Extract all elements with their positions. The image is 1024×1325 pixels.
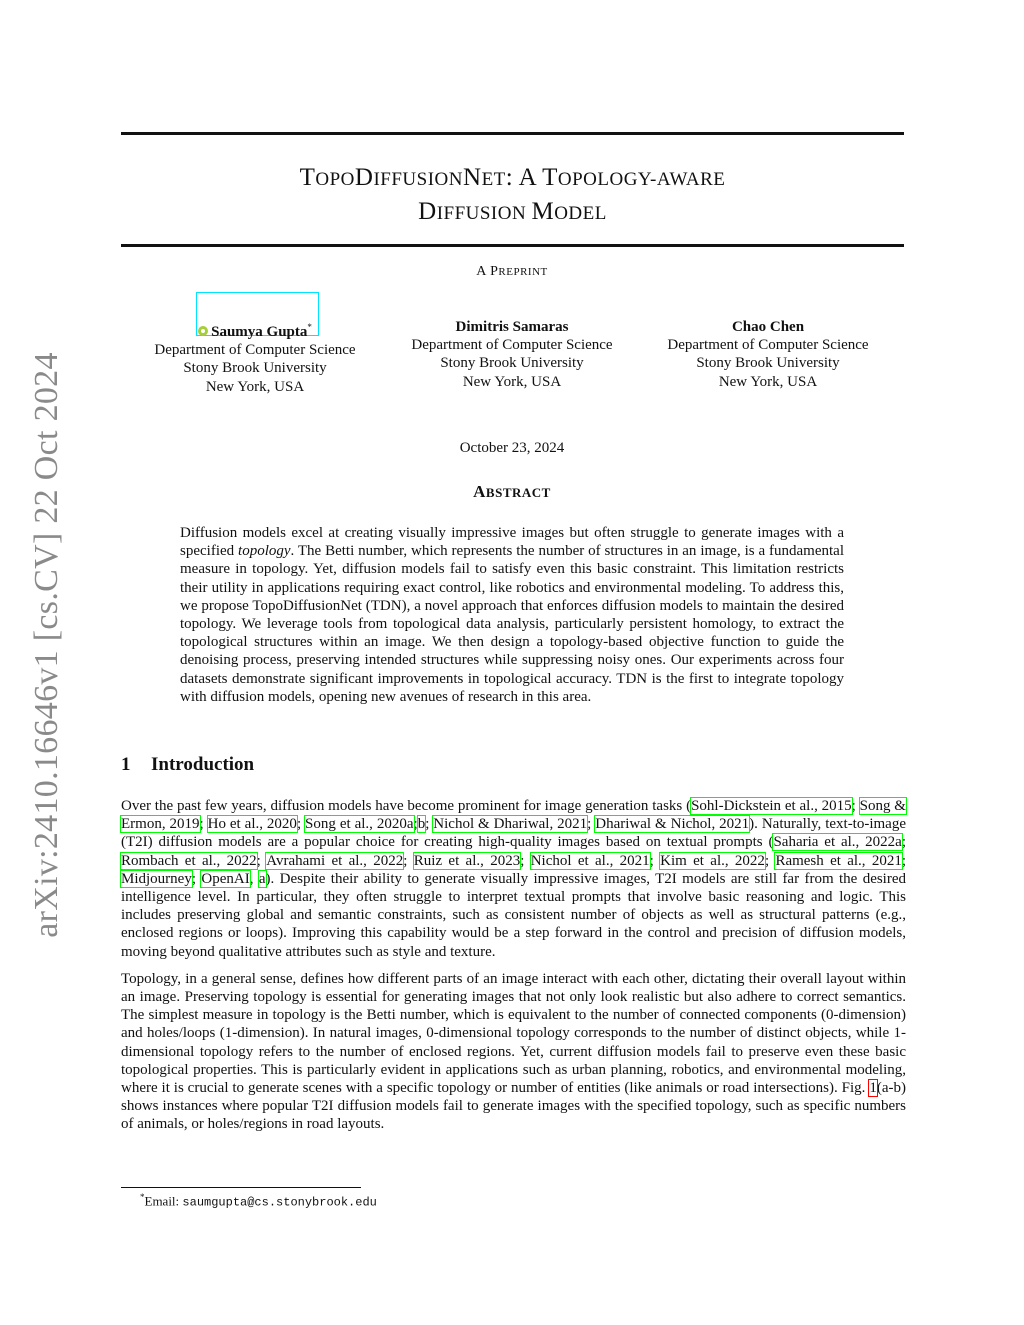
email-address: saumgupta@cs.stonybrook.edu xyxy=(182,1195,377,1210)
figure-reference-link[interactable]: 1 xyxy=(869,1080,877,1097)
title-line-2: DIFFUSION MODEL xyxy=(418,198,607,225)
paragraph-2: Topology, in a general sense, defines how different parts of an image interact with each other, dictating their overall layout within an image. Preserving topology is essential for generating images that not only look realistic but also adhere to correct semantics. The simplest measure in topology is the Betti number, which is equivalent to the number of connected components (0-dimension) and holes/loops (1-dimension). In natural images, 0-dimensional topology corresponds to the number of distinct objects, while 1-dimensional topology refers to the number of enclosed regions. Yet, current diffusion models fail to preserve even these basic topological properties. This is particularly evident in applications such as urban planning, robotics, and environmental modeling, where it is crucial to generate scenes with a specific topology or number of entities (like animals or road intersections). Fig. 1(a-b) shows instances where popular T2I diffusion models fail to generate images with the specified topology, such as specific numbers of animals, or holes/regions in road layouts. xyxy=(121,970,906,1133)
publication-date: October 23, 2024 xyxy=(459,440,565,456)
citation-link[interactable]: Ho et al., 2020 xyxy=(207,816,297,833)
title-line-1: TOPODIFFUSIONNET: A TOPOLOGY-AWARE xyxy=(299,164,726,191)
arxiv-identifier[interactable]: arXiv:2410.16646v1 [cs.CV] 22 Oct 2024 xyxy=(28,352,65,938)
citation-link[interactable]: Nichol & Dhariwal, 2021 xyxy=(433,816,588,833)
title-rule-bottom xyxy=(121,244,904,247)
author-name: Chao Chen xyxy=(731,319,805,335)
citation-link[interactable]: Ruiz et al., 2023 xyxy=(413,852,521,869)
author-location: New York, USA xyxy=(718,373,818,390)
author-department: Department of Computer Science xyxy=(411,337,613,354)
introduction-body xyxy=(121,797,906,1143)
section-heading-introduction: 1 Introduction xyxy=(121,754,255,775)
citation-link[interactable]: Saharia et al., 2022a xyxy=(773,834,902,851)
citation-link[interactable]: Sohl-Dickstein et al., 2015 xyxy=(691,798,852,814)
author-name[interactable]: Saumya Gupta xyxy=(211,324,308,340)
footnote: *Email: saumgupta@cs.stonybrook.edu xyxy=(140,1192,377,1210)
preprint-label: A PREPRINT xyxy=(476,264,548,279)
orcid-icon[interactable] xyxy=(198,326,208,336)
abstract-body: Diffusion models excel at creating visually impressive images but often struggle to generate images with a specified topology. The Betti number, which represents the number of structures in an image, is a fundamental measure in topology. Yet, diffusion models fail to satisfy even this basic constraint. This limitation restricts their utility in applications requiring exact control, like robotics and environmental modeling. To address this, we propose TopoDiffusionNet (TDN), a novel approach that enforces diffusion models to maintain the desired topology. We leverage tools from topological data analysis, particularly persistent homology, to extract the topological structures within an image. We then design a topology-based objective function to guide the denoising process, preserving intended structures while suppressing noisy ones. Our experiments across four datasets demonstrate significant improvements in topological accuracy. TDN is the first to integrate topology with diffusion models, opening new avenues of research in this area. xyxy=(180,525,845,705)
author-block-2 xyxy=(382,318,642,391)
author-block-3 xyxy=(638,318,898,391)
citation-link[interactable]: b xyxy=(417,816,426,833)
citation-link[interactable]: OpenAI xyxy=(201,870,250,887)
citation-link[interactable]: a xyxy=(258,870,266,887)
author-name: Dimitris Samaras xyxy=(455,319,569,335)
author-department: Department of Computer Science xyxy=(667,337,869,354)
citation-link[interactable]: Rombach et al., 2022 xyxy=(121,852,257,869)
citation-link[interactable]: Midjourney xyxy=(121,870,192,887)
citation-link[interactable]: Avrahami et al., 2022 xyxy=(266,852,404,869)
abstract-heading: ABSTRACT xyxy=(473,482,551,501)
author-location: New York, USA xyxy=(462,373,562,390)
citation-link[interactable]: Kim et al., 2022 xyxy=(660,852,765,869)
author-location: New York, USA xyxy=(205,378,305,395)
citation-link[interactable]: Song et al., 2020a xyxy=(305,816,414,833)
citation-link[interactable]: Nichol et al., 2021 xyxy=(530,852,650,869)
author-block-1 xyxy=(125,318,385,396)
author-university: Stony Brook University xyxy=(183,360,327,377)
footnote-rule xyxy=(121,1187,361,1188)
title-rule-top xyxy=(121,132,904,135)
citation-link[interactable]: Dhariwal & Nichol, 2021 xyxy=(595,816,750,833)
author-department: Department of Computer Science xyxy=(154,342,356,359)
paragraph-1: Over the past few years, diffusion models have become prominent for image generation tasks (Sohl-Dickstein et al., 2015; Song & Ermon, 2019; Ho et al., 2020; Song et al., 2020a;b; Nichol & Dhariwal, 2021; Dhariwal & Nichol, 2021). Naturally, text-to-image (T2I) diffusion models are a popular choice for creating high-quality images based on textual prompts (Saharia et al., 2022a; Rombach et al., 2022; Avrahami et al., 2022; Ruiz et al., 2023; Nichol et al., 2021; Kim et al., 2022; Ramesh et al., 2021; Midjourney; OpenAI, a). Despite their ability to generate visually impressive images, T2I models are still far from the desired intelligence level. In particular, they often struggle to interpret textual prompts that involve basic reasoning and logic. This includes preserving global and semantic constraints, such as consistent number of objects as well as structural patterns (e.g., enclosed regions or loops). Improving this capability would be a step forward in the control and precision of diffusion models, moving beyond qualitative attributes such as style and texture. xyxy=(121,798,907,960)
paper-title xyxy=(121,162,904,230)
citation-link[interactable]: Ramesh et al., 2021 xyxy=(775,852,902,869)
footnote-mark[interactable]: * xyxy=(307,322,312,332)
author-university: Stony Brook University xyxy=(696,355,840,372)
citation-link[interactable]: Song & Ermon, 2019 xyxy=(121,798,906,833)
author-university: Stony Brook University xyxy=(440,355,584,372)
